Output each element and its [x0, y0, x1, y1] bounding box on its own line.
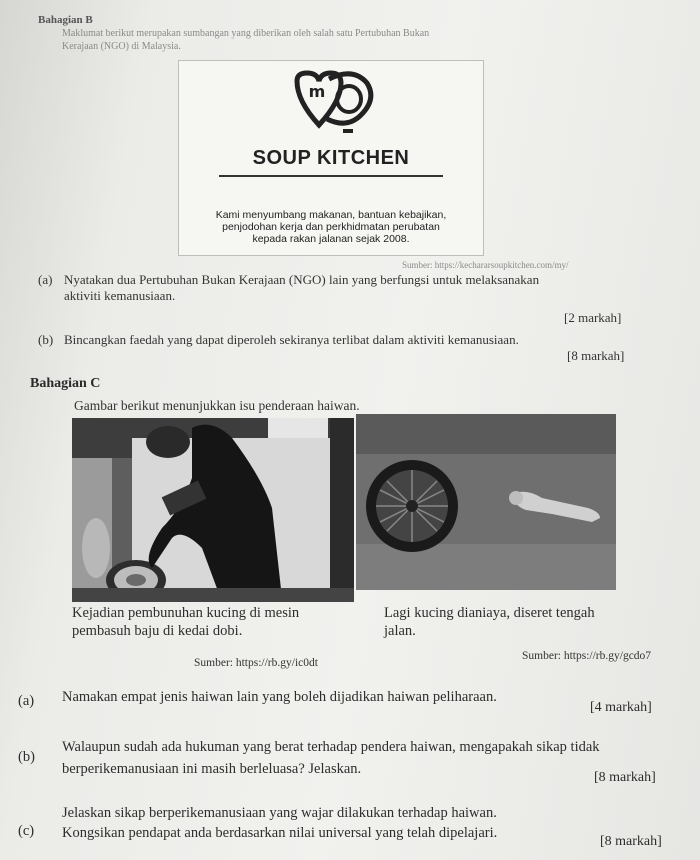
logo-title: SOUP KITCHEN [252, 147, 410, 169]
photo-laundry-cat-incident [72, 418, 354, 602]
soup-bowl-heart-icon [283, 69, 379, 141]
c-question-a-line1: Namakan empat jenis haiwan lain yang boleh dijadikan haiwan peliharaan. [62, 689, 497, 705]
c-question-c-label: (c) [18, 823, 35, 839]
section-c-heading: Bahagian C [30, 376, 101, 391]
b-question-a-line2: aktiviti kemanusiaan. [64, 288, 176, 303]
logo-divider [219, 175, 443, 177]
c-question-a-marks: [4 markah] [590, 700, 652, 715]
b-question-b-label: (b) [38, 332, 54, 347]
b-question-b-line1: Bincangkan faedah yang dapat diperoleh sekiranya terlibat dalam aktiviti kemanusiaan. [64, 332, 519, 347]
c-question-c-marks: [8 markah] [600, 834, 662, 849]
b-question-a-marks: [2 markah] [564, 310, 622, 325]
logo-desc-line1: Kami menyumbang makanan, bantuan kebajikan, [215, 209, 447, 221]
section-b-heading: Bahagian B [38, 14, 93, 26]
b-question-b-marks: [8 markah] [567, 348, 625, 363]
photo2-caption-line2: jalan. [384, 623, 416, 639]
c-question-c-line2: Kongsikan pendapat anda berdasarkan nilai universal yang telah dipelajari. [62, 825, 498, 841]
photo-cat-dragged-on-road [356, 414, 616, 590]
c-question-a-label: (a) [18, 693, 35, 709]
photo2-source: Sumber: https://rb.gy/gcdo7 [522, 650, 652, 662]
c-question-c-line1: Jelaskan sikap berperikemanusiaan yang wajar dilakukan terhadap haiwan. [62, 805, 497, 821]
section-b-intro-line1: Maklumat berikut merupakan sumbangan yang diberikan oleh salah satu Pertubuhan Bukan [62, 28, 430, 39]
photo1-source: Sumber: https://rb.gy/ic0dt [194, 657, 318, 669]
svg-text:m: m [308, 82, 326, 101]
logo-desc-line3: kepada rakan jalanan sejak 2008. [252, 233, 410, 245]
section-c-intro: Gambar berikut menunjukkan isu penderaan haiwan. [74, 398, 360, 413]
photo1-caption-line1: Kejadian pembunuhan kucing di mesin [72, 605, 300, 621]
c-question-b-marks: [8 markah] [594, 770, 656, 785]
b-question-a-label: (a) [38, 272, 53, 287]
b-question-a-line1: Nyatakan dua Pertubuhan Bukan Kerajaan (NGO) lain yang berfungsi untuk melaksanakan [64, 272, 540, 287]
c-question-b-label: (b) [18, 749, 35, 765]
logo-source: Sumber: https://kechararsoupkitchen.com/my/ [402, 260, 569, 270]
logo-description [185, 209, 477, 245]
section-b-intro-line2: Kerajaan (NGO) di Malaysia. [62, 41, 181, 52]
soup-kitchen-logo [178, 60, 484, 256]
c-question-b-line2: berperikemanusiaan ini masih berleluasa? Jelaskan. [62, 761, 362, 777]
logo-desc-line2: penjodohan kerja dan perkhidmatan perubatan [222, 221, 440, 233]
photo1-caption-line2: pembasuh baju di kedai dobi. [72, 623, 243, 639]
c-question-b-line1: Walaupun sudah ada hukuman yang berat terhadap pendera haiwan, mengapakah sikap tidak [62, 739, 600, 755]
photo2-caption-line1: Lagi kucing dianiaya, diseret tengah [384, 605, 595, 621]
